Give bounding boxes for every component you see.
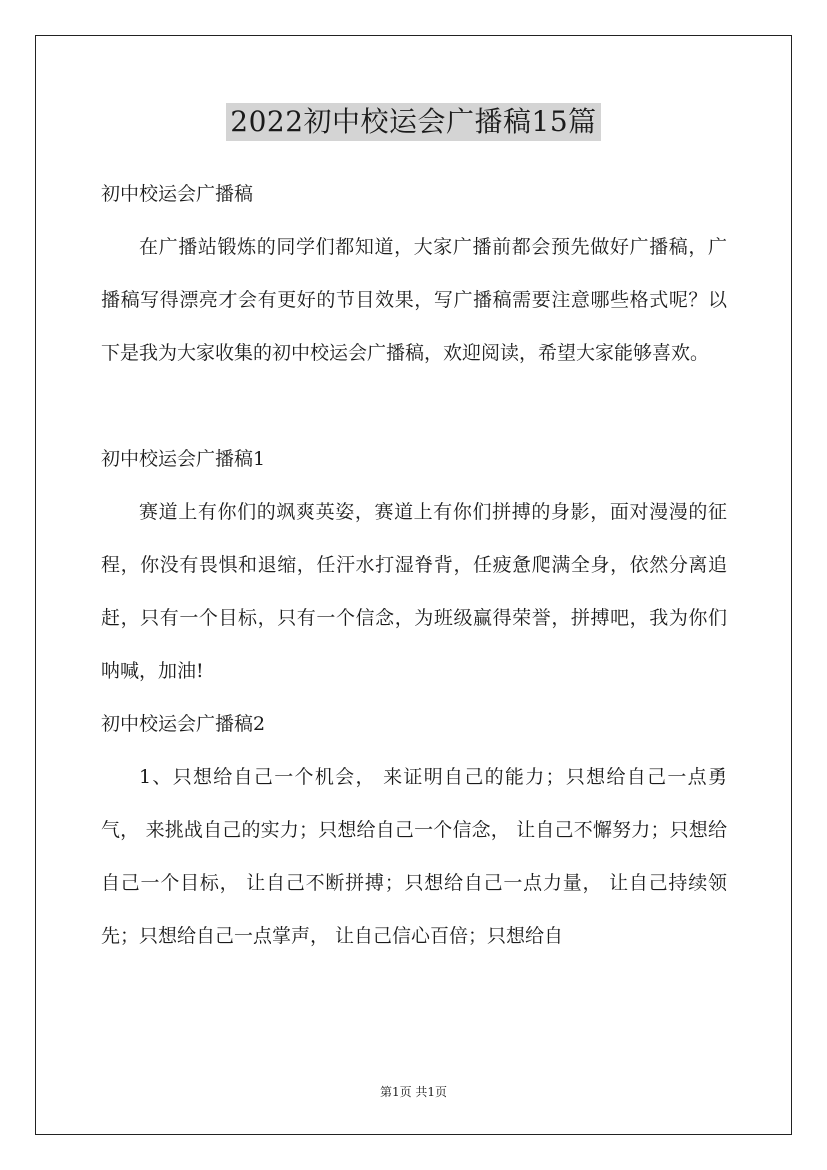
section-heading-1: 初中校运会广播稿1 — [101, 448, 266, 470]
document-body — [101, 168, 727, 963]
title-container — [0, 103, 827, 141]
section-paragraph-1: 赛道上有你们的飒爽英姿，赛道上有你们拼搏的身影，面对漫漫的征程，你没有畏惧和退缩，任汗水打湿脊背，任疲惫爬满全身，依然分离追赶，只有一个目标，只有一个信念，为班级赢得荣誉，拼搏吧，我为你们呐喊，加油! — [101, 501, 727, 682]
section-paragraph-2: 1、只想给自己一个机会， 来证明自己的能力；只想给自己一点勇气， 来挑战自己的实力；只想给自己一个信念， 让自己不懈努力；只想给自己一个目标， 让自己不断拼搏；只想给自己一点力量， 让自己持续领先；只想给自己一点掌声， 让自己信心百倍；只想给自 — [101, 766, 727, 947]
section-paragraph-intro: 在广播站锻炼的同学们都知道，大家广播前都会预先做好广播稿，广播稿写得漂亮才会有更好的节目效果，写广播稿需要注意哪些格式呢？以下是我为大家收集的初中校运会广播稿，欢迎阅读，希望大家能够喜欢。 — [101, 236, 727, 364]
page-number: 第1页 共1页 — [379, 1085, 448, 1099]
section-heading-intro: 初中校运会广播稿 — [101, 183, 254, 205]
page-footer — [0, 1084, 827, 1100]
document-title: 2022初中校运会广播稿15篇 — [226, 103, 600, 141]
section-heading-2: 初中校运会广播稿2 — [101, 713, 266, 735]
paragraph-spacer — [101, 380, 727, 433]
